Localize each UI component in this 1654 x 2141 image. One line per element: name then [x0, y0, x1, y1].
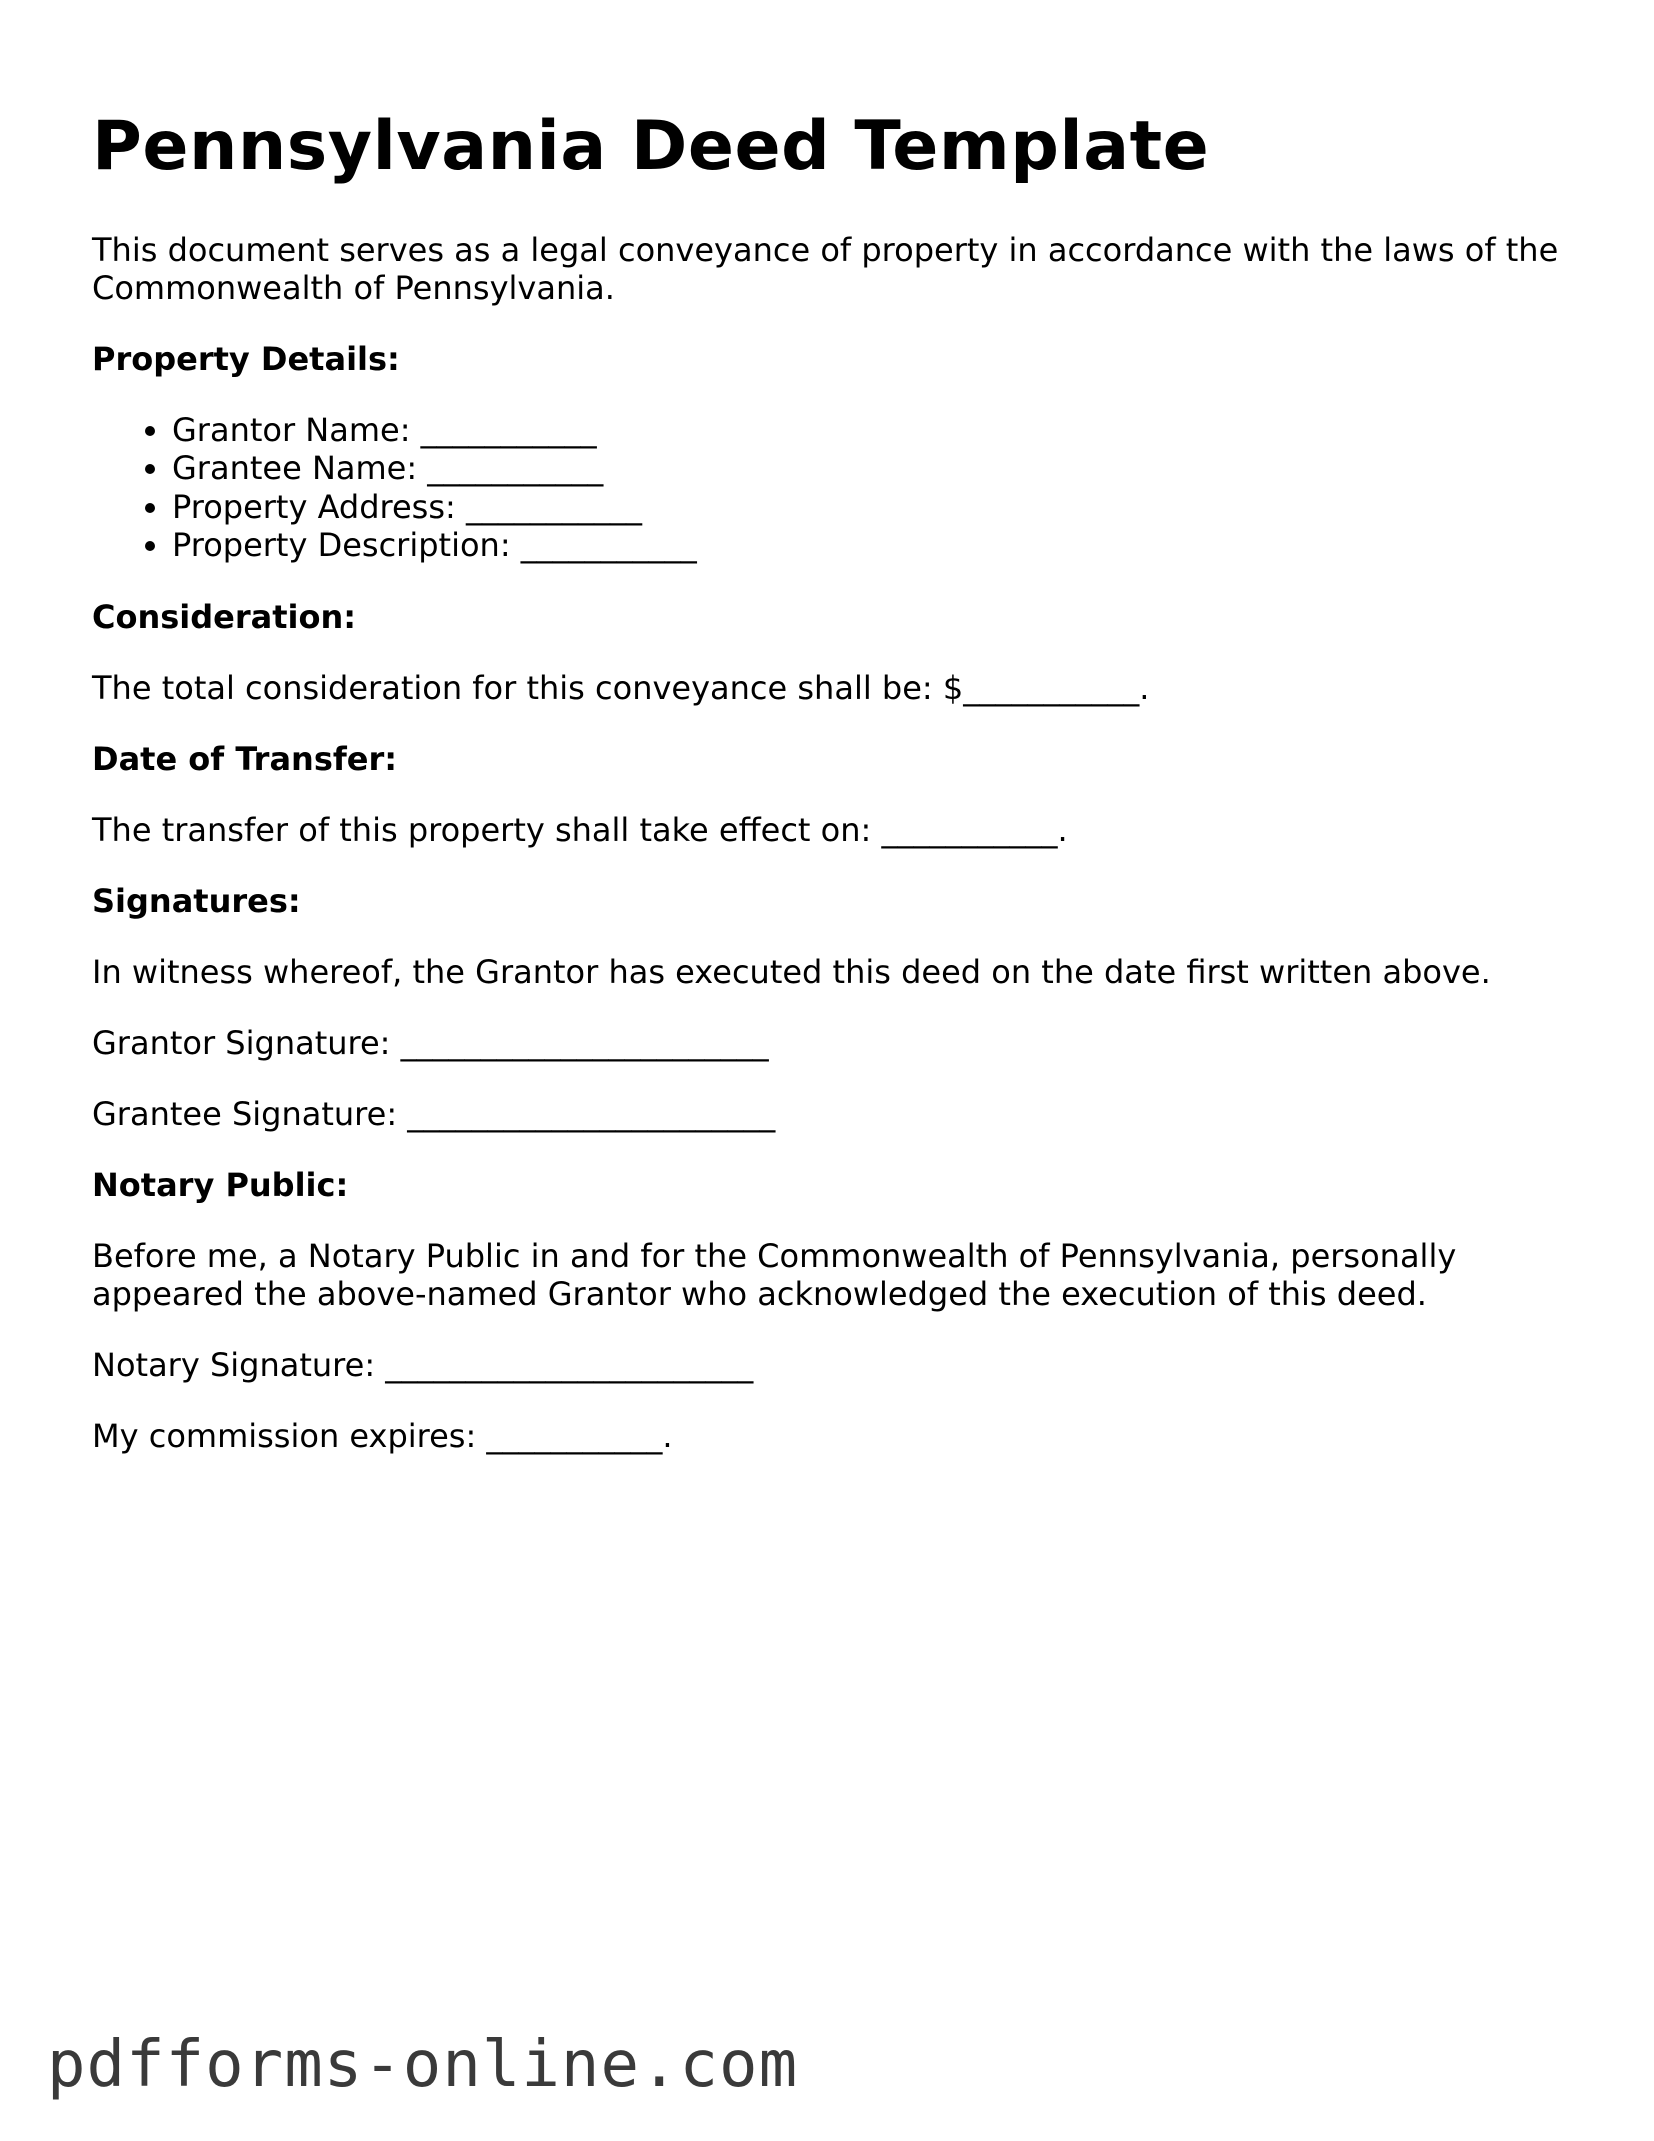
notary-public-heading: Notary Public:: [92, 1165, 349, 1204]
date-of-transfer-text: The transfer of this property shall take effect on: ___________.: [92, 810, 1068, 849]
notary-signature-line: Notary Signature: _______________________: [92, 1345, 754, 1384]
consideration-heading: Consideration:: [92, 597, 357, 636]
intro-paragraph: This document serves as a legal conveyance of property in accordance with the laws of the Commonwealth of Pennsylvania.: [92, 230, 1559, 307]
list-item-grantor-name: • Grantor Name: ___________: [172, 411, 1572, 450]
list-item-property-address: • Property Address: ___________: [172, 488, 1572, 527]
document-page: [92, 107, 1572, 1488]
date-of-transfer-heading: Date of Transfer:: [92, 739, 398, 778]
list-item-property-description: • Property Description: ___________: [172, 526, 1572, 565]
commission-expires-line: My commission expires: ___________.: [92, 1416, 673, 1455]
notary-text: Before me, a Notary Public in and for the Commonwealth of Pennsylvania, personally appeared the above-named Grantor who acknowledged the execution of this deed.: [92, 1236, 1457, 1313]
grantor-signature-line: Grantor Signature: _______________________: [92, 1023, 769, 1062]
property-details-list: [92, 411, 1572, 565]
document-title: Pennsylvania Deed Template: [92, 107, 1210, 186]
signatures-text: In witness whereof, the Grantor has executed this deed on the date first written above.: [92, 952, 1491, 991]
grantee-signature-line: Grantee Signature: _______________________: [92, 1094, 776, 1133]
list-item-grantee-name: • Grantee Name: ___________: [172, 449, 1572, 488]
watermark-footer: pdfforms-online.com: [47, 2028, 799, 2102]
property-details-heading: Property Details:: [92, 339, 400, 378]
signatures-heading: Signatures:: [92, 881, 301, 920]
consideration-text: The total consideration for this conveyance shall be: $___________.: [92, 668, 1150, 707]
